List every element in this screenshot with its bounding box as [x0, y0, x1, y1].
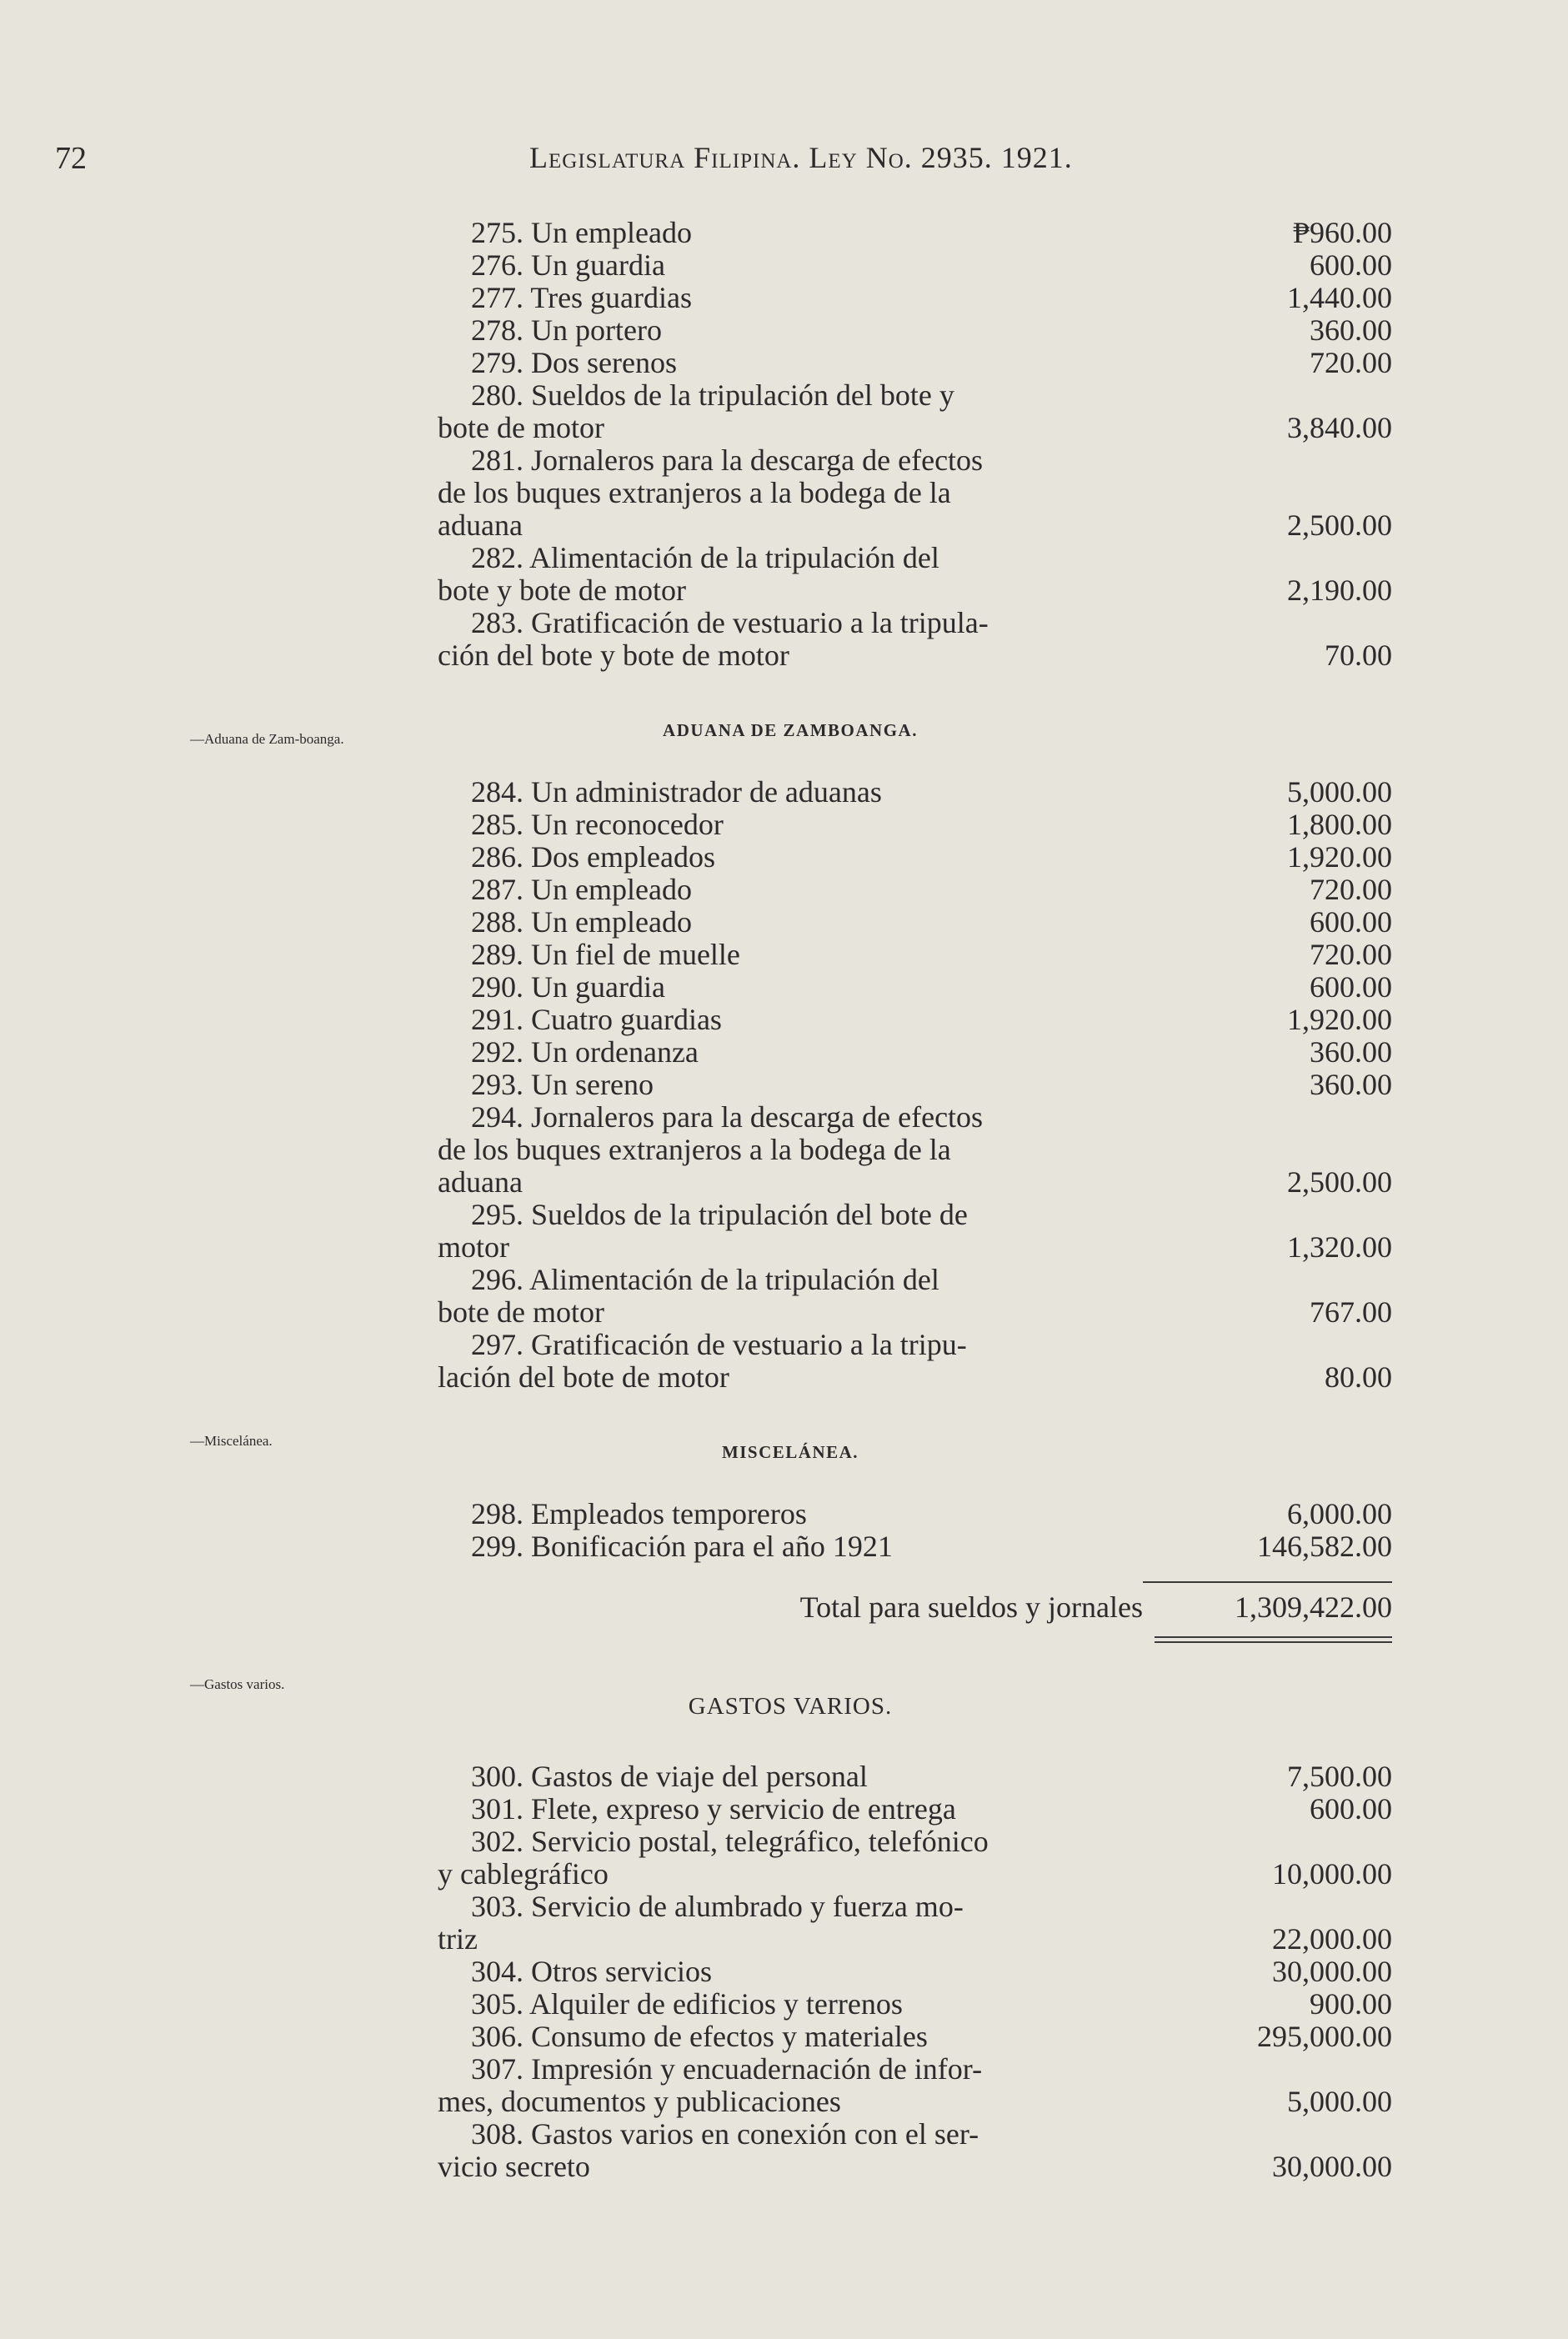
line-item — [438, 1956, 1392, 1988]
description-text: ción del bote y bote de motor — [438, 639, 789, 672]
line-item — [438, 971, 1392, 1004]
line-item — [438, 607, 1392, 672]
description-line — [438, 314, 1143, 347]
line-item-description — [438, 282, 1143, 314]
line-item-amount: 767.00 — [1310, 1295, 1392, 1329]
description-line — [438, 939, 1143, 971]
description-text: de los buques extranjeros a la bodega de la — [438, 1133, 951, 1166]
description-text: 297. Gratificación de vestuario a la tripu- — [471, 1328, 967, 1361]
line-item-amount: 720.00 — [1310, 346, 1392, 379]
description-line — [438, 1923, 1143, 1956]
line-item-amount: 720.00 — [1310, 873, 1392, 906]
item-list — [438, 1761, 1392, 2183]
line-item — [438, 776, 1392, 809]
total-row — [438, 1581, 1392, 1625]
line-item-description — [438, 444, 1143, 542]
description-text: 305. Alquiler de edificios y terrenos — [471, 1987, 903, 2021]
description-line — [438, 1891, 1143, 1923]
page-header — [0, 140, 1568, 182]
description-line — [438, 1761, 1143, 1793]
description-line — [438, 1231, 1143, 1264]
description-text: 285. Un reconocedor — [471, 808, 724, 841]
line-item-amount: 360.00 — [1310, 1035, 1392, 1069]
description-text: 290. Un guardia — [471, 970, 665, 1004]
line-item-description — [438, 1793, 1143, 1826]
description-text: 308. Gastos varios en conexión con el ser- — [471, 2117, 979, 2151]
line-item-amount: 295,000.00 — [1257, 2020, 1392, 2053]
section-gastos-varios — [438, 1693, 1392, 2183]
line-item-amount: 600.00 — [1310, 905, 1392, 939]
line-item-amount: 146,582.00 — [1257, 1530, 1392, 1563]
line-item-description — [438, 2021, 1143, 2053]
description-text: 286. Dos empleados — [471, 840, 715, 874]
description-text: triz — [438, 1922, 478, 1956]
description-line — [438, 1134, 1143, 1166]
line-item — [438, 1498, 1392, 1530]
description-text: 289. Un fiel de muelle — [471, 938, 740, 971]
total-label: Total para sueldos y jornales — [799, 1590, 1143, 1624]
line-item — [438, 1826, 1392, 1891]
description-text: de los buques extranjeros a la bodega de la — [438, 476, 951, 509]
line-item — [438, 906, 1392, 939]
description-text: 284. Un administrador de aduanas — [471, 775, 882, 809]
description-text: 303. Servicio de alumbrado y fuerza mo- — [471, 1890, 964, 1923]
line-item-amount: 360.00 — [1310, 1068, 1392, 1101]
line-item-description — [438, 841, 1143, 874]
description-line — [438, 2118, 1143, 2151]
description-text: lación del bote de motor — [438, 1360, 729, 1394]
line-item — [438, 1036, 1392, 1069]
description-line — [438, 509, 1143, 542]
description-text: 300. Gastos de viaje del personal — [471, 1760, 868, 1793]
line-item — [438, 249, 1392, 282]
description-line — [438, 347, 1143, 379]
line-item-description — [438, 1264, 1143, 1329]
line-item-amount: 1,920.00 — [1287, 1003, 1392, 1036]
page-number: 72 — [55, 141, 87, 176]
line-item-description — [438, 249, 1143, 282]
description-text: bote de motor — [438, 411, 604, 444]
description-line — [438, 2151, 1143, 2183]
description-line — [438, 1069, 1143, 1101]
line-item-amount: 1,320.00 — [1287, 1230, 1392, 1264]
description-line — [438, 1166, 1143, 1199]
line-item-description — [438, 874, 1143, 906]
description-line — [438, 477, 1143, 509]
line-item-amount: 600.00 — [1310, 970, 1392, 1004]
description-text: 279. Dos serenos — [471, 346, 677, 379]
line-item-description — [438, 1498, 1143, 1530]
line-item — [438, 1199, 1392, 1264]
description-line — [438, 217, 1143, 249]
line-item-amount: 600.00 — [1310, 248, 1392, 282]
line-item-description — [438, 971, 1143, 1004]
description-text: 281. Jornaleros para la descarga de efectos — [471, 443, 984, 477]
line-item — [438, 1264, 1392, 1329]
description-line — [438, 1361, 1143, 1394]
line-item-description — [438, 1036, 1143, 1069]
description-text: 275. Un empleado — [471, 216, 692, 249]
line-item-description — [438, 906, 1143, 939]
description-text: 298. Empleados temporeros — [471, 1497, 807, 1530]
line-item-amount: 30,000.00 — [1272, 1955, 1392, 1988]
description-line — [438, 1101, 1143, 1134]
line-item-amount: 6,000.00 — [1287, 1497, 1392, 1530]
line-item-amount: 360.00 — [1310, 313, 1392, 347]
description-line — [438, 1264, 1143, 1296]
section-heading: ADUANA DE ZAMBOANGA. — [663, 720, 918, 740]
description-line — [438, 874, 1143, 906]
description-line — [438, 1826, 1143, 1858]
description-text: 304. Otros servicios — [471, 1955, 712, 1988]
line-item-description — [438, 939, 1143, 971]
description-text: 276. Un guardia — [471, 248, 665, 282]
description-line — [438, 1793, 1143, 1826]
line-item-description — [438, 1956, 1143, 1988]
description-text: 283. Gratificación de vestuario a la tripula- — [471, 606, 989, 639]
section-customs-continued — [438, 217, 1392, 672]
description-text: 302. Servicio postal, telegráfico, telefónico — [471, 1825, 989, 1858]
line-item-description — [438, 1004, 1143, 1036]
line-item-description — [438, 314, 1143, 347]
total-amount: 1,309,422.00 — [1143, 1581, 1392, 1625]
description-line — [438, 841, 1143, 874]
line-item — [438, 1329, 1392, 1394]
line-item — [438, 347, 1392, 379]
description-text: aduana — [438, 1165, 523, 1199]
line-item-amount: 1,440.00 — [1287, 281, 1392, 314]
line-item-amount: 1,800.00 — [1287, 808, 1392, 841]
description-text: 306. Consumo de efectos y materiales — [471, 2020, 928, 2053]
line-item-description — [438, 776, 1143, 809]
description-text: motor — [438, 1230, 509, 1264]
description-line — [438, 1988, 1143, 2021]
line-item-description — [438, 542, 1143, 607]
line-item-description — [438, 1329, 1143, 1394]
line-item — [438, 841, 1392, 874]
line-item-amount: 2,500.00 — [1287, 508, 1392, 542]
description-line — [438, 776, 1143, 809]
description-line — [438, 906, 1143, 939]
line-item-description — [438, 1199, 1143, 1264]
line-item-amount: 2,500.00 — [1287, 1165, 1392, 1199]
line-item-amount: 720.00 — [1310, 938, 1392, 971]
line-item — [438, 444, 1392, 542]
description-line — [438, 607, 1143, 639]
line-item — [438, 542, 1392, 607]
line-item-amount: 2,190.00 — [1287, 573, 1392, 607]
item-list — [438, 776, 1392, 1394]
line-item-description — [438, 607, 1143, 672]
description-line — [438, 282, 1143, 314]
line-item — [438, 1891, 1392, 1956]
description-line — [438, 971, 1143, 1004]
description-text: 287. Un empleado — [471, 873, 692, 906]
description-line — [438, 542, 1143, 574]
line-item — [438, 809, 1392, 841]
description-line — [438, 1004, 1143, 1036]
description-line — [438, 379, 1143, 412]
description-text: 294. Jornaleros para la descarga de efectos — [471, 1100, 984, 1134]
line-item — [438, 379, 1392, 444]
description-line — [438, 639, 1143, 672]
line-item-description — [438, 1891, 1143, 1956]
margin-note-aduana-zamboanga: —Aduana de Zam-boanga. — [190, 731, 344, 747]
line-item-description — [438, 2118, 1143, 2183]
section-aduana-zamboanga — [438, 720, 1392, 1394]
description-line — [438, 809, 1143, 841]
line-item-description — [438, 1101, 1143, 1199]
description-text: mes, documentos y publicaciones — [438, 2085, 841, 2118]
line-item-description — [438, 379, 1143, 444]
line-item-description — [438, 1826, 1143, 1891]
line-item — [438, 1101, 1392, 1199]
line-item-amount: 7,500.00 — [1287, 1760, 1392, 1793]
line-item-description — [438, 1530, 1143, 1563]
line-item — [438, 282, 1392, 314]
description-text: 280. Sueldos de la tripulación del bote y — [471, 378, 954, 412]
description-text: 291. Cuatro guardias — [471, 1003, 722, 1036]
line-item-amount: 900.00 — [1310, 1987, 1392, 2021]
line-item — [438, 1988, 1392, 2021]
item-list — [438, 1498, 1392, 1563]
section-heading: MISCELÁNEA. — [721, 1442, 859, 1462]
description-line — [438, 249, 1143, 282]
description-line — [438, 2053, 1143, 2086]
line-item-amount: 22,000.00 — [1272, 1922, 1392, 1956]
line-item-description — [438, 347, 1143, 379]
line-item — [438, 1530, 1392, 1563]
line-item-description — [438, 1761, 1143, 1793]
description-line — [438, 444, 1143, 477]
description-line — [438, 412, 1143, 444]
line-item-amount: 5,000.00 — [1287, 775, 1392, 809]
line-item — [438, 2053, 1392, 2118]
description-text: 301. Flete, expreso y servicio de entrega — [471, 1792, 956, 1826]
margin-note-miscelanea: —Miscelánea. — [190, 1433, 273, 1449]
line-item — [438, 2021, 1392, 2053]
description-text: 292. Un ordenanza — [471, 1035, 699, 1069]
description-text: vicio secreto — [438, 2150, 590, 2183]
description-line — [438, 1858, 1143, 1891]
running-title: Legislatura Filipina. Ley No. 2935. 1921. — [529, 141, 1073, 174]
double-rule — [1155, 1636, 1392, 1643]
description-text: 299. Bonificación para el año 1921 — [471, 1530, 893, 1563]
line-item — [438, 217, 1392, 249]
line-item-amount: 30,000.00 — [1272, 2150, 1392, 2183]
line-item — [438, 1793, 1392, 1826]
line-item-amount: 600.00 — [1310, 1792, 1392, 1826]
item-list — [438, 217, 1392, 672]
description-text: bote de motor — [438, 1295, 604, 1329]
margin-note-gastos-varios: —Gastos varios. — [190, 1676, 285, 1692]
description-text: 282. Alimentación de la tripulación del — [471, 541, 939, 574]
description-text: 288. Un empleado — [471, 905, 692, 939]
description-line — [438, 1296, 1143, 1329]
line-item-description — [438, 809, 1143, 841]
description-text: aduana — [438, 508, 523, 542]
description-line — [438, 2086, 1143, 2118]
line-item — [438, 1761, 1392, 1793]
description-text: 293. Un sereno — [471, 1068, 654, 1101]
line-item-description — [438, 2053, 1143, 2118]
description-text: 295. Sueldos de la tripulación del bote de — [471, 1198, 968, 1231]
line-item-amount: 3,840.00 — [1287, 411, 1392, 444]
line-item — [438, 2118, 1392, 2183]
description-text: y cablegráfico — [438, 1857, 609, 1891]
document-body — [438, 217, 1392, 2183]
description-line — [438, 1329, 1143, 1361]
line-item-amount: ₱960.00 — [1292, 216, 1392, 249]
description-line — [438, 1036, 1143, 1069]
description-text: 307. Impresión y encuadernación de infor- — [471, 2052, 983, 2086]
description-text: bote y bote de motor — [438, 573, 686, 607]
line-item-description — [438, 1988, 1143, 2021]
line-item — [438, 1004, 1392, 1036]
line-item — [438, 874, 1392, 906]
line-item-amount: 5,000.00 — [1287, 2085, 1392, 2118]
description-line — [438, 2021, 1143, 2053]
line-item-description — [438, 217, 1143, 249]
section-heading: GASTOS VARIOS. — [688, 1693, 893, 1720]
description-line — [438, 1530, 1143, 1563]
line-item-amount: 10,000.00 — [1272, 1857, 1392, 1891]
description-line — [438, 1498, 1143, 1530]
description-text: 277. Tres guardias — [471, 281, 693, 314]
line-item-amount: 70.00 — [1325, 639, 1392, 672]
line-item — [438, 314, 1392, 347]
description-line — [438, 574, 1143, 607]
line-item-amount: 1,920.00 — [1287, 840, 1392, 874]
line-item-description — [438, 1069, 1143, 1101]
description-text: 296. Alimentación de la tripulación del — [471, 1263, 939, 1296]
line-item-amount: 80.00 — [1325, 1360, 1392, 1394]
line-item — [438, 939, 1392, 971]
section-miscelanea — [438, 1442, 1392, 1563]
line-item — [438, 1069, 1392, 1101]
description-text: 278. Un portero — [471, 313, 662, 347]
description-line — [438, 1956, 1143, 1988]
description-line — [438, 1199, 1143, 1231]
